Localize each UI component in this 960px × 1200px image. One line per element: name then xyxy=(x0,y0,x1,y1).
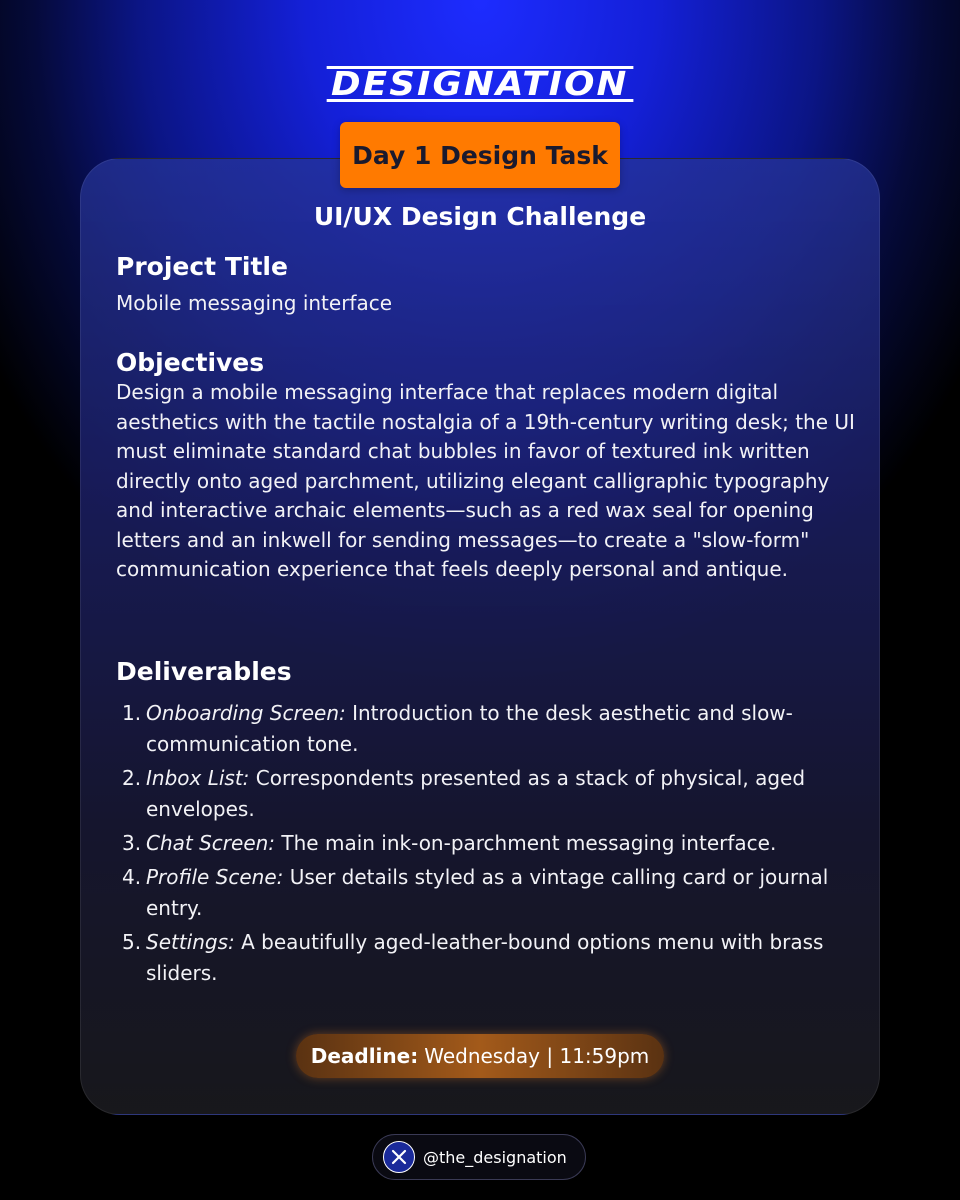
list-item xyxy=(116,828,856,859)
challenge-title: UI/UX Design Challenge xyxy=(313,202,647,231)
item-number: 2. xyxy=(122,766,142,790)
list-item xyxy=(116,862,856,924)
designation-logo xyxy=(0,66,960,102)
item-desc: A beautifully aged-leather-bound options menu with brass sliders. xyxy=(146,930,824,985)
social-handle-link[interactable] xyxy=(372,1134,586,1180)
deadline-pill xyxy=(296,1034,664,1078)
list-item xyxy=(116,698,856,760)
item-number: 1. xyxy=(122,701,142,725)
item-term: Profile Scene: xyxy=(146,865,284,889)
objectives-heading: Objectives xyxy=(116,348,265,377)
x-logo-icon xyxy=(383,1141,415,1173)
item-term: Onboarding Screen: xyxy=(146,701,346,725)
item-term: Inbox List: xyxy=(146,766,250,790)
item-desc: The main ink-on-parchment messaging interface. xyxy=(275,831,777,855)
list-item xyxy=(116,763,856,825)
item-desc: Introduction to the desk aesthetic and slow-communication tone. xyxy=(146,701,793,756)
project-title-heading: Project Title xyxy=(116,252,288,281)
project-title-value: Mobile messaging interface xyxy=(116,291,393,315)
item-desc: Correspondents presented as a stack of physical, aged envelopes. xyxy=(146,766,806,821)
item-number: 5. xyxy=(122,930,142,954)
item-number: 4. xyxy=(122,865,142,889)
item-term: Settings: xyxy=(146,930,235,954)
list-item xyxy=(116,927,856,989)
item-number: 3. xyxy=(122,831,142,855)
social-handle-text: @the_designation xyxy=(423,1147,567,1167)
objectives-text: Design a mobile messaging interface that replaces modern digital aesthetics with the tactile nostalgia of a 19th-century writing desk; the UI must eliminate standard chat bubbles in favor of textured ink written directly onto aged parchment, utilizing elegant calligraphic typography and interactive archaic elements—such as a red wax seal for opening letters and an inkwell for sending messages—to create a "slow-form" communication experience that feels deeply personal and antique. xyxy=(116,380,855,581)
day-badge: Day 1 Design Task xyxy=(340,122,620,188)
deadline-value: Wednesday | 11:59pm xyxy=(424,1044,650,1068)
deliverables-list xyxy=(116,698,856,992)
logo-text: DESIGNATION xyxy=(327,66,633,102)
deadline-label: Deadline: xyxy=(310,1044,419,1068)
item-desc: User details styled as a vintage calling card or journal entry. xyxy=(146,865,829,920)
deliverables-heading: Deliverables xyxy=(116,657,292,686)
item-term: Chat Screen: xyxy=(146,831,276,855)
